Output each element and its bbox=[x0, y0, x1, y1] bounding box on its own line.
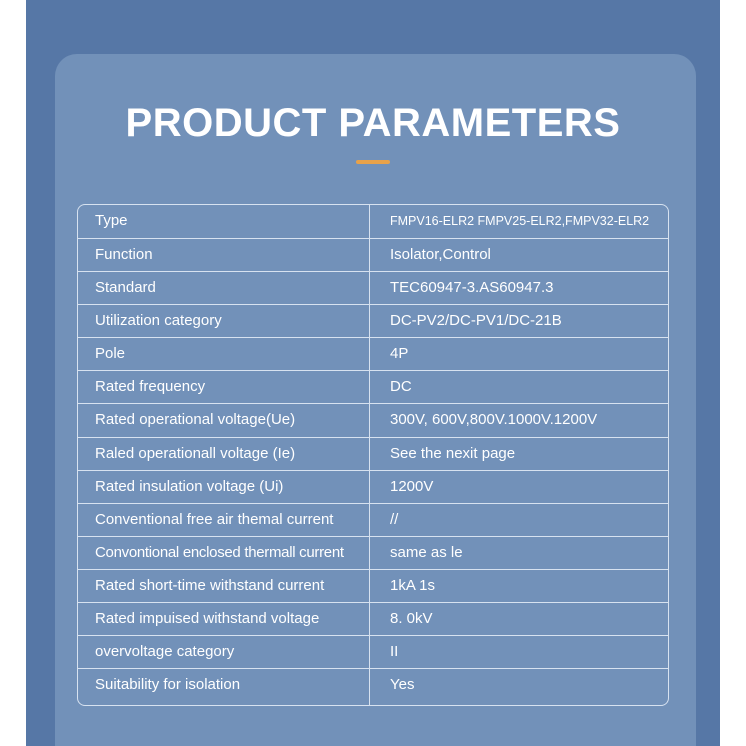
table-row bbox=[78, 569, 668, 602]
table-row bbox=[78, 635, 668, 668]
row-value: DC bbox=[390, 378, 412, 395]
row-value: Yes bbox=[390, 676, 415, 693]
table-row bbox=[78, 403, 668, 436]
table-row bbox=[78, 304, 668, 337]
row-label: Suitability for isolation bbox=[95, 676, 241, 693]
table-row bbox=[78, 271, 668, 304]
row-label: Rated insulation voltage (Ui) bbox=[95, 478, 284, 495]
title-accent-bar bbox=[356, 160, 390, 164]
row-value: DC-PV2/DC-PV1/DC-21B bbox=[390, 312, 562, 329]
page-title: PRODUCT PARAMETERS bbox=[125, 101, 621, 145]
row-label: overvoltage category bbox=[95, 643, 235, 660]
row-label: Type bbox=[95, 212, 128, 229]
table-row bbox=[78, 668, 668, 701]
table-row bbox=[78, 536, 668, 569]
row-value: II bbox=[390, 643, 399, 660]
table-row bbox=[78, 205, 668, 238]
row-value: 4P bbox=[390, 345, 409, 362]
row-label: Raled operationall voltage (Ie) bbox=[95, 445, 296, 462]
table-row bbox=[78, 470, 668, 503]
row-value: TEC60947-3.AS60947.3 bbox=[390, 279, 554, 296]
row-label: Convontional enclosed thermall current bbox=[95, 544, 344, 561]
row-value: 300V, 600V,800V.1000V.1200V bbox=[390, 411, 598, 428]
row-label: Rated frequency bbox=[95, 378, 206, 395]
row-value: 1200V bbox=[390, 478, 434, 495]
row-value: // bbox=[390, 511, 399, 528]
table-row bbox=[78, 337, 668, 370]
table-row bbox=[78, 437, 668, 470]
row-value: 8. 0kV bbox=[390, 610, 433, 627]
row-value: 1kA 1s bbox=[390, 577, 436, 594]
row-label: Function bbox=[95, 246, 153, 263]
table-row bbox=[78, 602, 668, 635]
table-row bbox=[78, 370, 668, 403]
row-label: Conventional free air themal current bbox=[95, 511, 334, 528]
row-value: same as le bbox=[390, 544, 463, 561]
row-label: Pole bbox=[95, 345, 126, 362]
row-label: Rated impuised withstand voltage bbox=[95, 610, 320, 627]
row-value: FMPV16-ELR2 FMPV25-ELR2,FMPV32-ELR2 bbox=[390, 214, 650, 228]
row-value: See the nexit page bbox=[390, 445, 516, 462]
row-label: Rated short-time withstand current bbox=[95, 577, 325, 594]
row-label: Utilization category bbox=[95, 312, 222, 329]
row-label: Rated operational voltage(Ue) bbox=[95, 411, 296, 428]
table-row bbox=[78, 238, 668, 271]
row-label: Standard bbox=[95, 279, 156, 296]
row-value: Isolator,Control bbox=[390, 246, 491, 263]
table-row bbox=[78, 503, 668, 536]
parameters-table bbox=[77, 204, 669, 706]
